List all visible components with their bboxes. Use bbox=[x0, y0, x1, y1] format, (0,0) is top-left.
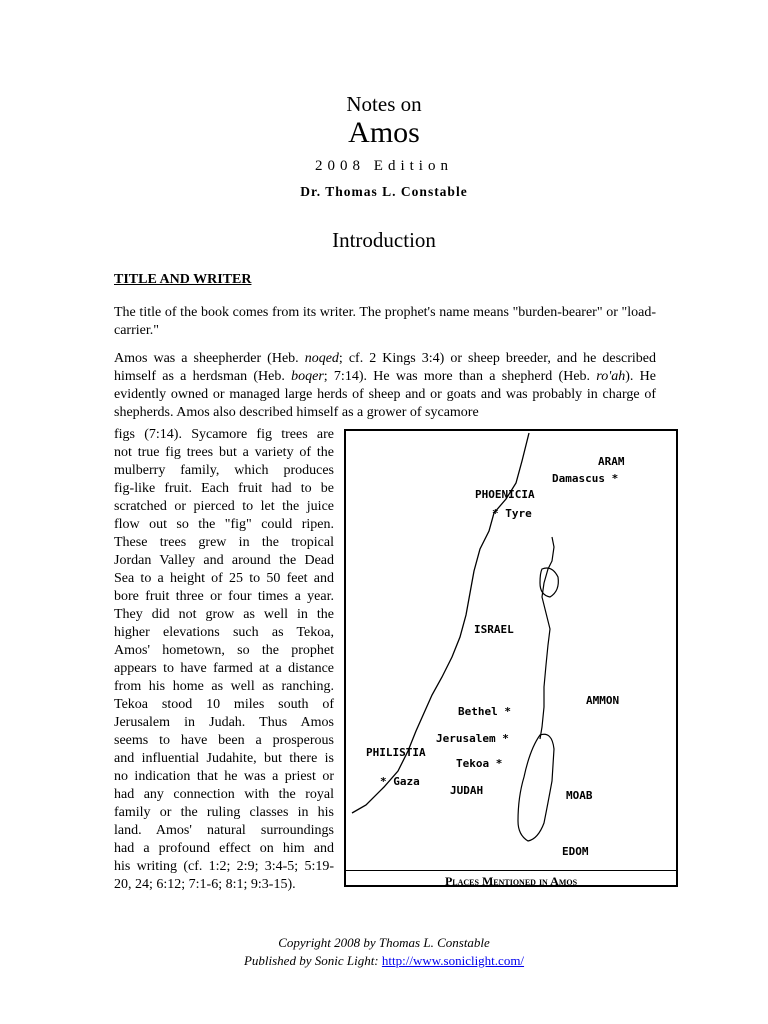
paragraph-title: The title of the book comes from its writer. The prophet's name means "burden-bearer" or "load-carrier." bbox=[114, 305, 656, 338]
paragraph-line: They did not grow as well in the bbox=[114, 607, 334, 622]
hebrew-term: ro'ah bbox=[596, 369, 626, 384]
publisher-label: Published by Sonic Light: bbox=[243, 953, 382, 968]
text-run: ; 7:14). He was more than a shepherd (Heb. bbox=[323, 369, 597, 384]
region-edom: EDOM bbox=[562, 845, 589, 858]
paragraph-line: land. Amos' natural surroundings bbox=[114, 823, 334, 838]
author-line: Dr. Thomas L. Constable bbox=[300, 184, 468, 199]
book-title: Amos bbox=[348, 116, 420, 149]
place-damascus: Damascus * bbox=[552, 472, 619, 485]
edition-line: 2008 Edition bbox=[315, 158, 453, 174]
sea-of-galilee-shape bbox=[540, 568, 558, 597]
paragraph-line: mulberry family, which produces bbox=[114, 463, 334, 478]
hebrew-term: boqer bbox=[291, 369, 324, 384]
paragraph-line: appears to have farmed at a distance bbox=[114, 661, 334, 676]
paragraph-line: had a profound effect on him and bbox=[114, 841, 334, 856]
region-philistia: PHILISTIA bbox=[366, 746, 426, 759]
place-jerusalem: Jerusalem * bbox=[436, 732, 509, 745]
dead-sea-shape bbox=[518, 734, 554, 841]
section-heading: Introduction bbox=[332, 228, 436, 252]
place-tekoa: Tekoa * bbox=[456, 757, 503, 770]
paragraph-line: higher elevations such as Tekoa, bbox=[114, 625, 334, 640]
paragraph-line: no indication that he was a priest or bbox=[114, 769, 334, 784]
hebrew-term: noqed bbox=[304, 351, 339, 366]
paragraph-line: not true fig trees but a variety of the bbox=[114, 445, 334, 460]
paragraph-line: Sea to a height of 25 to 50 feet and bbox=[114, 571, 334, 586]
paragraph-line: Jordan Valley and around the Dead bbox=[114, 553, 334, 568]
paragraph-line: Tekoa stood 10 miles south of bbox=[114, 697, 334, 712]
region-aram: ARAM bbox=[598, 455, 625, 468]
paragraph-line: figs (7:14). Sycamore fig trees are bbox=[114, 427, 334, 442]
paragraph-line: family or the ruling classes in his bbox=[114, 805, 334, 820]
map-caption-text: Places Mentioned in Amos bbox=[444, 874, 578, 888]
paragraph-line: flow out so the "fig" could ripen. bbox=[114, 517, 334, 532]
paragraph-line: his writing (cf. 1:2; 2:9; 3:4-5; 5:19- bbox=[114, 859, 334, 874]
paragraph-sycamore bbox=[114, 426, 334, 894]
publisher-line bbox=[0, 953, 768, 969]
paragraph-line: bore fruit three or four times a year. bbox=[114, 589, 334, 604]
jordan-river-path bbox=[540, 537, 554, 739]
copyright-line: Copyright 2008 by Thomas L. Constable bbox=[278, 935, 490, 950]
publisher-link[interactable]: http://www.soniclight.com/ bbox=[381, 953, 525, 968]
notes-on-heading: Notes on bbox=[346, 92, 422, 116]
paragraph-occupation bbox=[114, 350, 656, 422]
region-ammon: AMMON bbox=[586, 694, 620, 707]
map-figure bbox=[344, 429, 678, 887]
paragraph-line: fig-like fruit. Each fruit had to be bbox=[114, 481, 334, 496]
paragraph-line: scratched or pierced to let the juice bbox=[114, 499, 334, 514]
paragraph-line: Amos' hometown, so the prophet bbox=[114, 643, 334, 658]
text-run: ). He evidently owned or managed large herds of sheep and or goats and was probably in charge of shepherds. Amos also described himself as a grower of sycamore bbox=[114, 369, 656, 420]
paragraph-line: These trees grew in the tropical bbox=[114, 535, 334, 550]
text-run: Amos was a sheepherder (Heb. bbox=[114, 351, 305, 366]
place-bethel: Bethel * bbox=[458, 705, 511, 718]
region-phoenicia: PHOENICIA bbox=[475, 488, 535, 501]
place-gaza: * Gaza bbox=[380, 775, 420, 788]
map-caption bbox=[346, 870, 676, 889]
region-israel: ISRAEL bbox=[474, 623, 514, 636]
subsection-heading: TITLE AND WRITER bbox=[114, 272, 252, 287]
paragraph-line: 20, 24; 6:12; 7:1-6; 8:1; 9:3-15). bbox=[114, 877, 296, 892]
paragraph-line: seems to have been a prosperous bbox=[114, 733, 334, 748]
region-moab: MOAB bbox=[566, 789, 593, 802]
region-judah: JUDAH bbox=[450, 784, 484, 797]
map-drawing bbox=[346, 431, 676, 869]
paragraph-line: had any connection with the royal bbox=[114, 787, 334, 802]
paragraph-line: and influential Judahite, but there is bbox=[114, 751, 334, 766]
paragraph-line: from his home as well as ranching. bbox=[114, 679, 334, 694]
paragraph-line: Jerusalem in Judah. Thus Amos bbox=[114, 715, 334, 730]
place-tyre: * Tyre bbox=[492, 507, 532, 520]
text-run: ; cf. 2 Kings 3:4) or sheep breeder, and he described himself as a herdsman (Heb. bbox=[114, 351, 656, 384]
